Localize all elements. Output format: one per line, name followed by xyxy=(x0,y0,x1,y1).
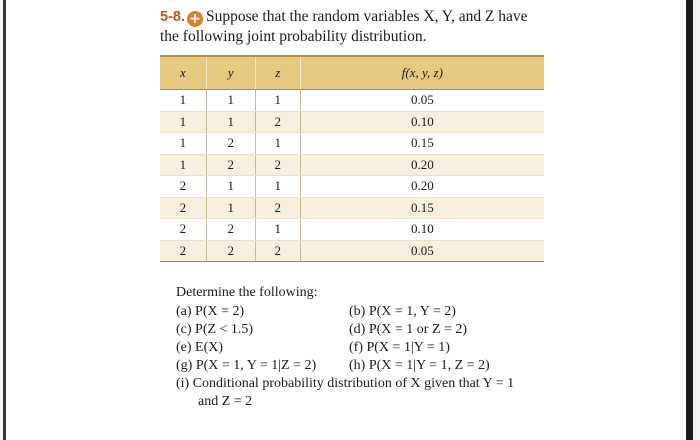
table-row xyxy=(160,197,544,219)
question-h: (h) P(X = 1|Y = 1, Z = 2) xyxy=(349,358,490,373)
cell-z: 2 xyxy=(255,111,300,133)
cell-x: 1 xyxy=(160,90,206,112)
question-d: (d) P(X = 1 or Z = 2) xyxy=(349,322,468,337)
table-row xyxy=(160,240,544,262)
question-c: (c) P(Z < 1.5) xyxy=(176,322,254,337)
cell-x: 2 xyxy=(160,176,206,198)
cell-y: 1 xyxy=(206,90,255,112)
problem-text-line1: Suppose that the random variables X, Y, and Z have xyxy=(206,8,528,25)
cell-f: 0.20 xyxy=(300,176,544,198)
table-row xyxy=(160,111,544,133)
page-right-edge xyxy=(686,0,693,440)
cell-y: 2 xyxy=(206,219,255,241)
questions-block xyxy=(176,284,576,411)
problem-text-line2: the following joint probability distribution. xyxy=(160,28,427,45)
question-i-line2: and Z = 2 xyxy=(198,394,253,409)
cell-z: 1 xyxy=(255,176,300,198)
cell-f: 0.20 xyxy=(300,154,544,176)
cell-f: 0.05 xyxy=(300,90,544,112)
cell-x: 2 xyxy=(160,219,206,241)
table-header-row xyxy=(160,56,544,90)
table-row xyxy=(160,133,544,155)
table-row xyxy=(160,90,544,112)
page-left-edge xyxy=(3,0,6,440)
question-f: (f) P(X = 1|Y = 1) xyxy=(349,340,450,355)
question-e: (e) E(X) xyxy=(176,340,224,355)
cell-z: 2 xyxy=(255,240,300,262)
cell-y: 2 xyxy=(206,154,255,176)
cell-y: 1 xyxy=(206,176,255,198)
cell-x: 1 xyxy=(160,154,206,176)
question-i-line1: (i) Conditional probability distribution of X given that Y = 1 xyxy=(176,376,515,391)
cell-f: 0.15 xyxy=(300,197,544,219)
cell-x: 1 xyxy=(160,133,206,155)
cell-y: 1 xyxy=(206,197,255,219)
plus-circle-icon: + xyxy=(187,11,203,27)
questions-heading: Determine the following: xyxy=(176,285,318,300)
table-row xyxy=(160,219,544,241)
cell-x: 1 xyxy=(160,111,206,133)
question-g: (g) P(X = 1, Y = 1|Z = 2) xyxy=(176,358,317,373)
header-y: y xyxy=(206,56,255,90)
cell-x: 2 xyxy=(160,197,206,219)
cell-z: 2 xyxy=(255,154,300,176)
textbook-page xyxy=(3,0,693,440)
table-row xyxy=(160,176,544,198)
cell-x: 2 xyxy=(160,240,206,262)
joint-distribution-table xyxy=(160,55,544,262)
cell-f: 0.10 xyxy=(300,111,544,133)
cell-z: 1 xyxy=(255,133,300,155)
table-row xyxy=(160,154,544,176)
cell-z: 2 xyxy=(255,197,300,219)
header-z: z xyxy=(255,56,300,90)
cell-f: 0.05 xyxy=(300,240,544,262)
question-b: (b) P(X = 1, Y = 2) xyxy=(349,304,456,319)
problem-number: 5-8. xyxy=(160,9,185,25)
problem-statement xyxy=(160,7,560,47)
cell-z: 1 xyxy=(255,219,300,241)
cell-z: 1 xyxy=(255,90,300,112)
cell-f: 0.15 xyxy=(300,133,544,155)
question-a: (a) P(X = 2) xyxy=(176,304,245,319)
header-x: x xyxy=(160,56,206,90)
cell-y: 1 xyxy=(206,111,255,133)
cell-f: 0.10 xyxy=(300,219,544,241)
cell-y: 2 xyxy=(206,133,255,155)
header-f: f(x, y, z) xyxy=(300,56,544,90)
cell-y: 2 xyxy=(206,240,255,262)
